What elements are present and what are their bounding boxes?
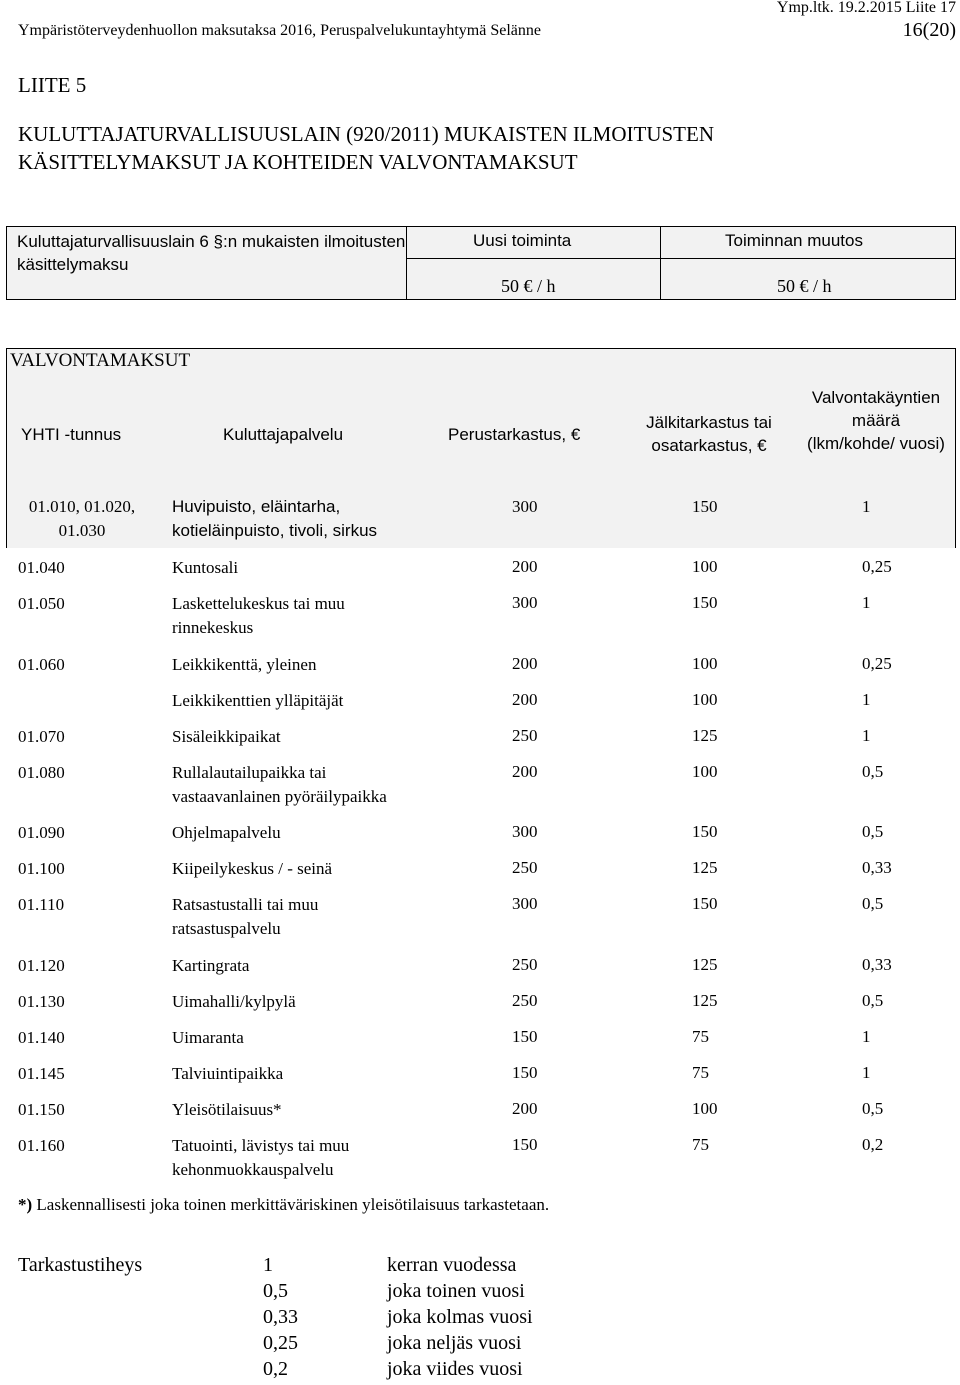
header-consumer-service: Kuluttajapalvelu [223, 425, 344, 444]
fee-table-divider [406, 258, 955, 259]
header-basic-inspection: Perustarkastus, € [448, 425, 581, 444]
row-basic: 300 [512, 593, 538, 612]
row-id: 01.010, 01.020, 01.030 [28, 497, 136, 540]
row-basic: 300 [512, 822, 538, 841]
row-visits: 0,5 [862, 762, 884, 781]
row-service: Talviuintipaikka [172, 1064, 284, 1083]
row-service: Kiipeilykeskus / - seinä [172, 859, 333, 878]
footnote [18, 1195, 549, 1215]
row-visits: 1 [862, 497, 871, 516]
supervision-title: VALVONTAMAKSUT [10, 350, 191, 371]
row-followup: 150 [692, 593, 718, 612]
header-note: Ymp.ltk. 19.2.2015 Liite 17 [776, 0, 956, 16]
row-followup: 100 [692, 654, 718, 673]
frequency-text: joka neljäs vuosi [387, 1332, 522, 1354]
frequency-value: 0,2 [263, 1358, 288, 1380]
row-basic: 200 [512, 1099, 538, 1118]
processing-fee-table [6, 226, 956, 300]
row-id: 01.130 [18, 992, 65, 1011]
row-id: 01.110 [18, 895, 65, 914]
row-visits: 1 [862, 1063, 871, 1082]
row-basic: 200 [512, 557, 538, 576]
row-visits: 0,5 [862, 894, 884, 913]
col-new-activity: Uusi toiminta [473, 231, 572, 250]
row-visits: 0,33 [862, 858, 892, 877]
row-basic: 150 [512, 1063, 538, 1082]
row-service: Ratsastustalli tai muu ratsastuspalvelu [172, 895, 319, 938]
row-followup: 125 [692, 991, 718, 1010]
row-followup: 100 [692, 690, 718, 709]
fee-table-divider [406, 227, 407, 299]
heading-line-2: KÄSITTELYMAKSUT JA KOHTEIDEN VALVONTAMAKSUT [18, 150, 578, 174]
row-id: 01.070 [18, 727, 65, 746]
header-yhti-id: YHTI -tunnus [21, 425, 122, 444]
frequency-text: kerran vuodessa [387, 1254, 517, 1276]
row-id: 01.120 [18, 956, 65, 975]
heading-line-1: KULUTTAJATURVALLISUUSLAIN (920/2011) MUKAISTEN ILMOITUSTEN [18, 122, 715, 146]
row-id: 01.145 [18, 1064, 65, 1083]
row-basic: 300 [512, 497, 538, 516]
row-followup: 100 [692, 557, 718, 576]
row-visits: 0,2 [862, 1135, 884, 1154]
row-service: Sisäleikkipaikat [172, 727, 281, 746]
row-service: Uimahalli/kylpylä [172, 992, 296, 1011]
row-followup: 100 [692, 1099, 718, 1118]
page-number: 16(20) [902, 19, 956, 41]
row-basic: 250 [512, 726, 538, 745]
frequency-value: 0,5 [263, 1280, 288, 1302]
row-service: Leikkikenttien ylläpitäjät [172, 691, 344, 710]
row-basic: 250 [512, 991, 538, 1010]
row-followup: 125 [692, 726, 718, 745]
row-basic: 150 [512, 1135, 538, 1154]
row-id: 01.150 [18, 1100, 65, 1119]
row-id: 01.040 [18, 558, 65, 577]
appendix-label: LIITE 5 [18, 73, 87, 97]
frequency-label: Tarkastustiheys [18, 1254, 143, 1276]
header-visit-count: Valvontakäyntien määrä (lkm/kohde/ vuosi) [807, 388, 945, 453]
row-service: Tatuointi, lävistys tai muu kehonmuokkauspalvelu [172, 1136, 350, 1179]
row-visits: 1 [862, 726, 871, 745]
row-followup: 150 [692, 497, 718, 516]
row-visits: 0,5 [862, 822, 884, 841]
row-visits: 1 [862, 1027, 871, 1046]
frequency-text: joka viides vuosi [387, 1358, 523, 1380]
row-service: Huvipuisto, eläintarha, kotieläinpuisto, tivoli, sirkus [172, 497, 378, 540]
fee-table-divider [660, 227, 661, 299]
row-service: Kuntosali [172, 558, 239, 577]
frequency-value: 0,33 [263, 1306, 298, 1328]
row-service: Laskettelukeskus tai muu rinnekeskus [172, 594, 345, 637]
row-service: Kartingrata [172, 956, 250, 975]
row-followup: 125 [692, 858, 718, 877]
col-activity-change: Toiminnan muutos [725, 231, 863, 250]
row-followup: 75 [692, 1135, 709, 1154]
row-basic: 200 [512, 762, 538, 781]
row-followup: 75 [692, 1063, 709, 1082]
frequency-text: joka toinen vuosi [387, 1280, 525, 1302]
row-followup: 125 [692, 955, 718, 974]
row-visits: 0,5 [862, 991, 884, 1010]
row-id: 01.090 [18, 823, 65, 842]
row-followup: 100 [692, 762, 718, 781]
footnote-text: Laskennallisesti joka toinen merkittäväriskinen yleisötilaisuus tarkastetaan. [36, 1195, 550, 1214]
row-visits: 0,5 [862, 1099, 884, 1118]
row-basic: 150 [512, 1027, 538, 1046]
row-followup: 75 [692, 1027, 709, 1046]
row-id: 01.100 [18, 859, 65, 878]
frequency-value: 0,25 [263, 1332, 298, 1354]
frequency-value: 1 [263, 1254, 273, 1276]
row-service: Leikkikenttä, yleinen [172, 655, 317, 674]
row-basic: 200 [512, 654, 538, 673]
row-followup: 150 [692, 894, 718, 913]
row-service: Uimaranta [172, 1028, 244, 1047]
header-followup-inspection: Jälkitarkastus tai osatarkastus, € [646, 413, 772, 455]
row-visits: 1 [862, 690, 871, 709]
fee-table-label: Kuluttajaturvallisuuslain 6 §:n mukaisten ilmoitusten käsittelymaksu [17, 232, 406, 274]
row-visits: 0,33 [862, 955, 892, 974]
row-id: 01.050 [18, 594, 65, 613]
row-basic: 250 [512, 955, 538, 974]
row-visits: 0,25 [862, 654, 892, 673]
fee-activity-change: 50 € / h [777, 276, 832, 296]
row-basic: 200 [512, 690, 538, 709]
row-service: Yleisötilaisuus* [172, 1100, 282, 1119]
row-followup: 150 [692, 822, 718, 841]
row-service: Rullalautailupaikka tai vastaavanlainen pyöräilypaikka [172, 763, 387, 806]
footnote-mark: *) [18, 1195, 33, 1214]
document-title: Ympäristöterveydenhuollon maksutaksa 2016, Peruspalvelukuntayhtymä Selänne [18, 22, 541, 39]
frequency-text: joka kolmas vuosi [387, 1306, 533, 1328]
row-id: 01.140 [18, 1028, 65, 1047]
row-id: 01.080 [18, 763, 65, 782]
row-id: 01.160 [18, 1136, 65, 1155]
row-basic: 300 [512, 894, 538, 913]
row-id: 01.060 [18, 655, 65, 674]
fee-new-activity: 50 € / h [501, 276, 556, 296]
row-service: Ohjelmapalvelu [172, 823, 281, 842]
row-visits: 1 [862, 593, 871, 612]
row-basic: 250 [512, 858, 538, 877]
row-visits: 0,25 [862, 557, 892, 576]
